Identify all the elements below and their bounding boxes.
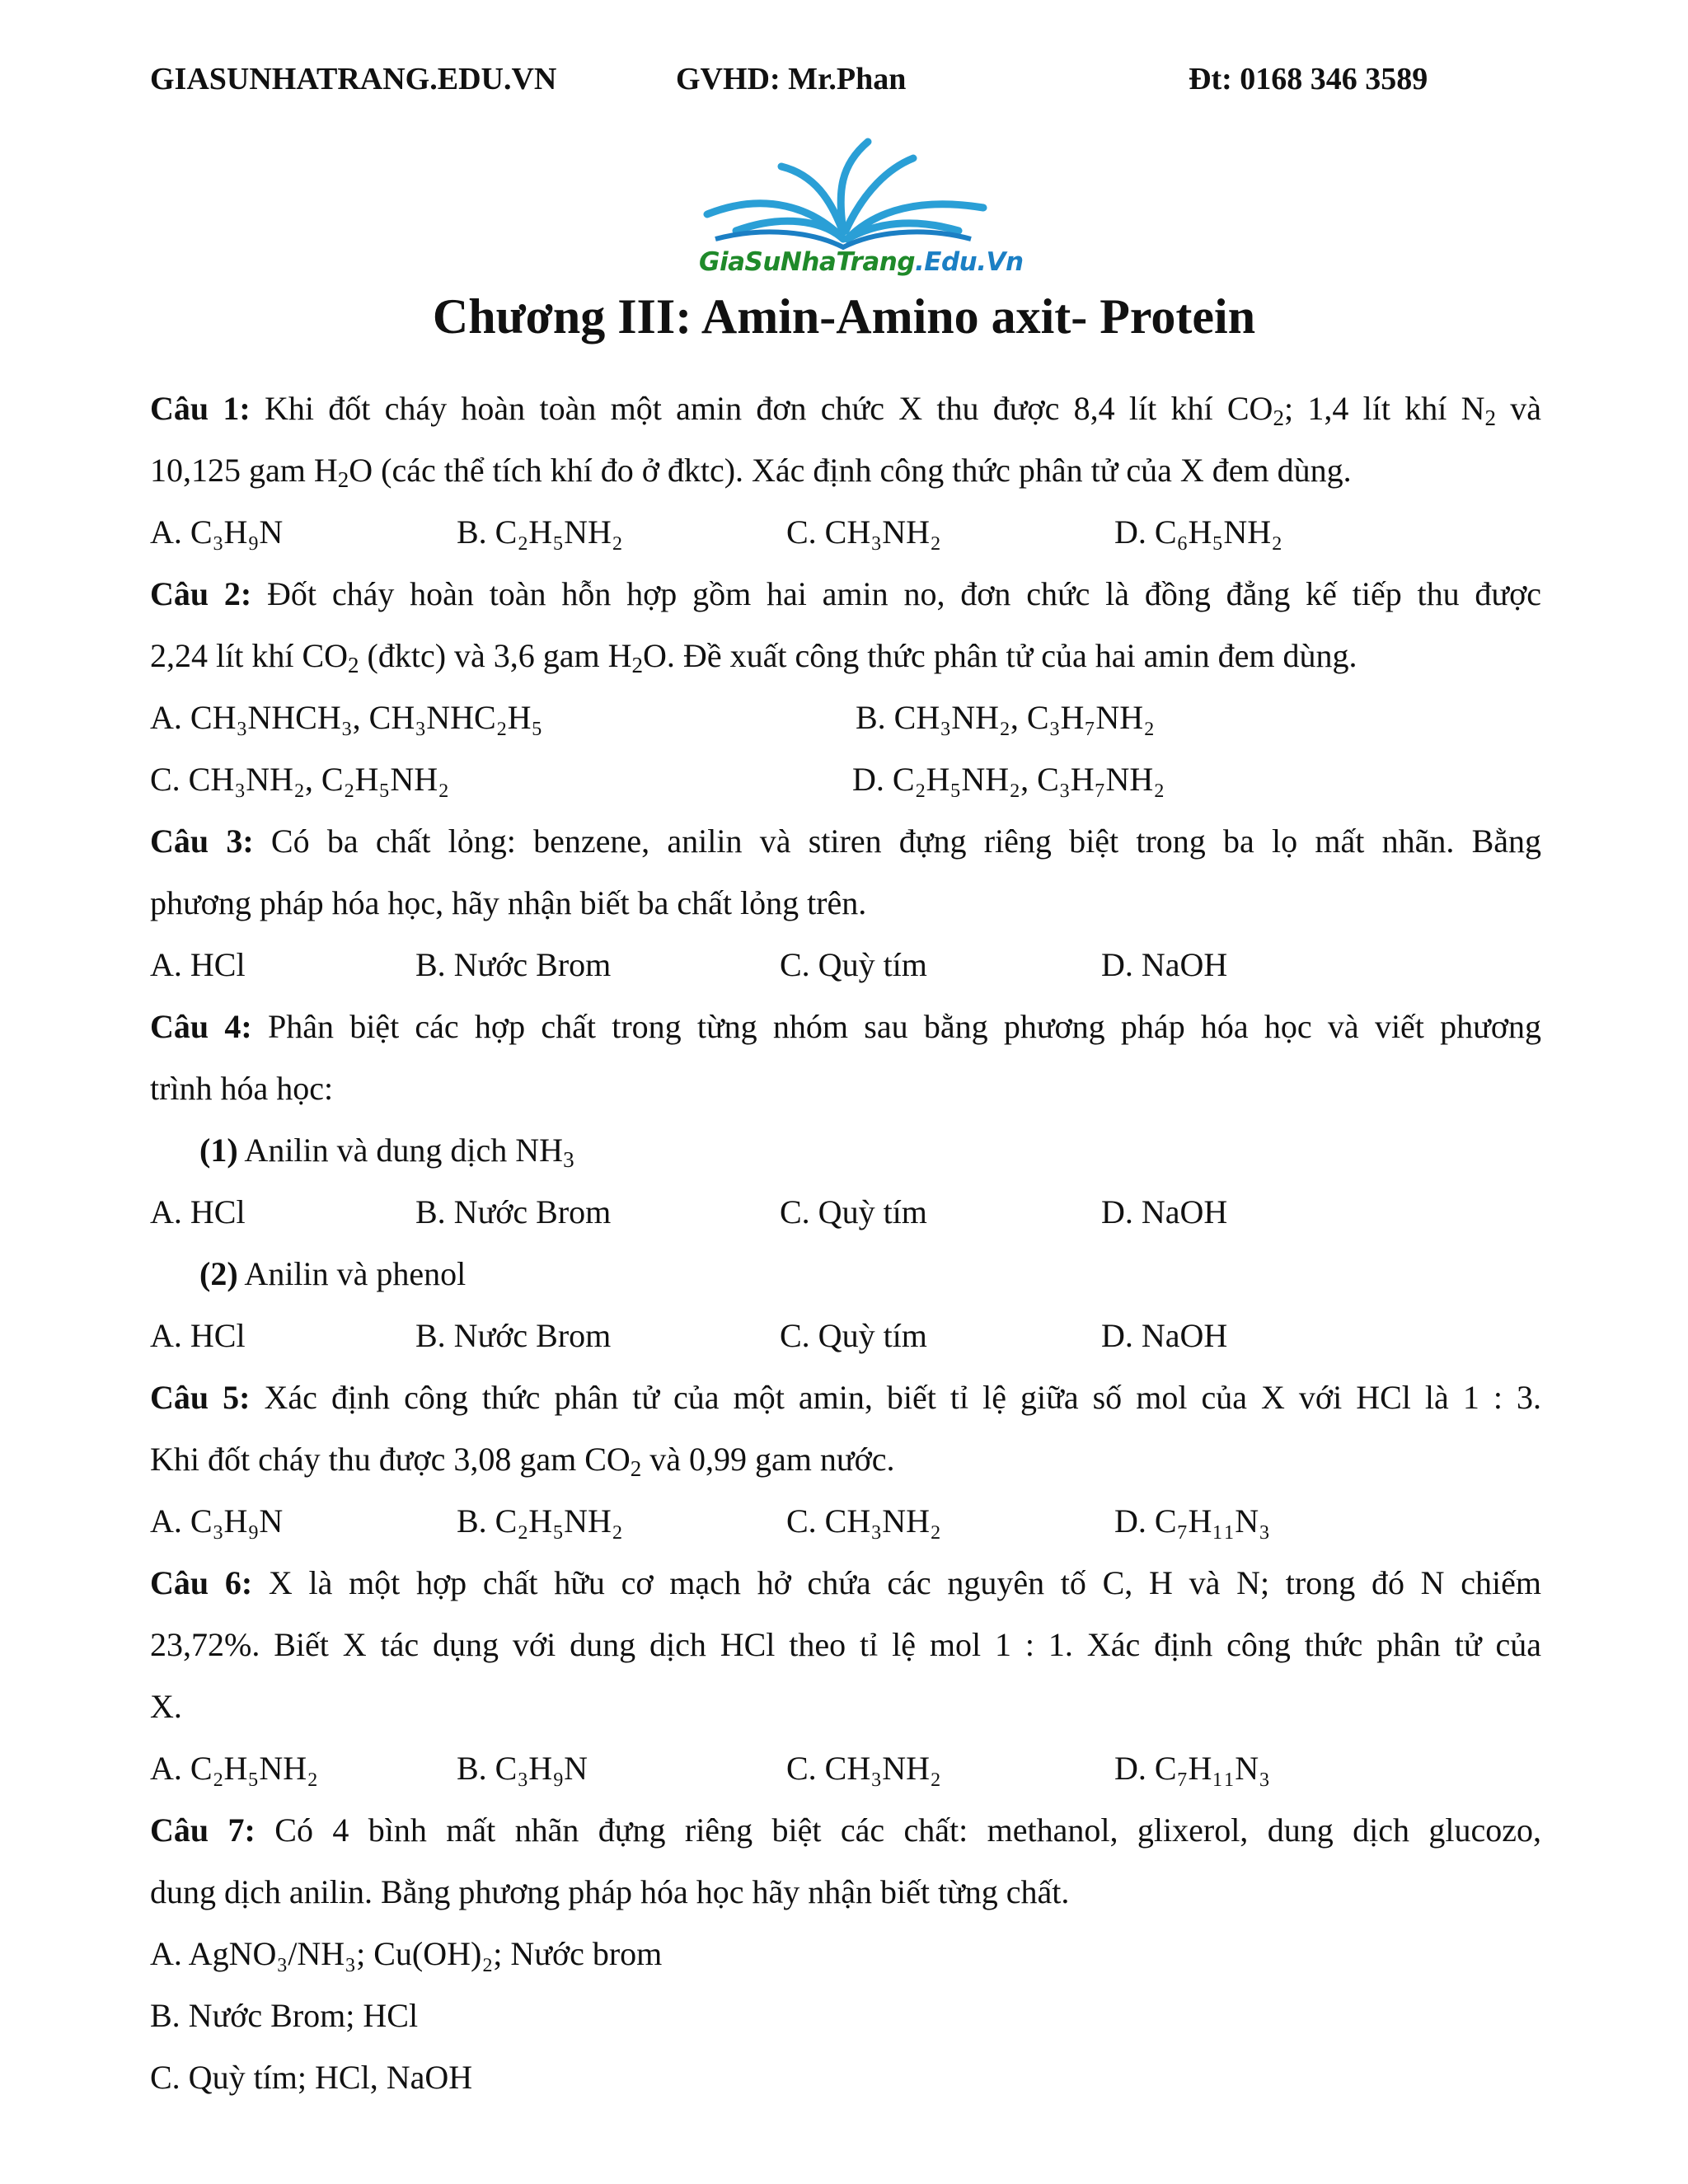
option-a: A. HCl: [150, 1193, 246, 1230]
logo-text: GiaSuNhaTrang.Edu.Vn: [699, 247, 1024, 277]
question-4: Câu 4: Phân biệt các hợp chất trong từng nhóm sau bằng phương pháp hóa học và viết phương trình hóa học: (1) Anilin và dung dịch $NH_3$ A. HCl B. Nước Brom C. Quỳ tím D. NaOH (2) Anilin và phenol A. HCl B. Nước Brom C. Quỳ tím D. NaOH: [150, 996, 1541, 1366]
option-c: C. Quỳ tím; HCl, NaOH: [150, 2059, 473, 2096]
option-a: A. HCl: [150, 946, 246, 983]
option-a: A. AgNO₃/NH₃; Cu(OH)₂; Nước brom: [150, 1935, 663, 1972]
logo: [699, 134, 1024, 288]
options-row: [150, 748, 1541, 810]
option-b: B. Nước Brom; HCl: [150, 1997, 419, 2034]
option-b: B. C₂H₅NH₂: [457, 1502, 623, 1540]
option-d: D. NaOH: [1101, 946, 1228, 983]
option-a: A. C₂H₅NH₂: [150, 1750, 319, 1787]
option-c: C. CH₃NH₂: [786, 513, 941, 551]
option-b: B. C₃H₉N: [457, 1750, 588, 1787]
options-row: [150, 501, 1541, 563]
option-a: A. C₃H₉N: [150, 1502, 284, 1540]
question-3: Câu 3: Có ba chất lỏng: benzene, anilin và stiren đựng riêng biệt trong ba lọ mất nhãn. Bằng phương pháp hóa học, hãy nhận biết ba chất lỏng trên. A. HCl B. Nước Brom C. Quỳ tím D. NaOH: [150, 810, 1541, 996]
option-c: C. CH₃NH₂, C₂H₅NH₂: [150, 761, 450, 798]
sub-part-2: (2) Anilin và phenol: [199, 1255, 467, 1292]
options-row: [150, 1181, 1541, 1243]
option-b: B. Nước Brom: [415, 1317, 612, 1354]
question-7: Câu 7: Có 4 bình mất nhãn đựng riêng biệt các chất: methanol, glixerol, dung dịch glucozo, dung dịch anilin. Bằng phương pháp hóa học hãy nhận biết từng chất. A. AgNO₃/NH₃; Cu(OH)₂; Nước brom B. Nước Brom; HCl C. Quỳ tím; HCl, NaOH: [150, 1799, 1541, 2108]
option-d: D. NaOH: [1101, 1317, 1228, 1354]
option-b: B. Nước Brom: [415, 1193, 612, 1230]
options-row: [150, 1490, 1541, 1552]
option-a: A. CH₃NHCH₃, CH₃NHC₂H₅: [150, 699, 543, 736]
option-c: C. CH₃NH₂: [786, 1502, 941, 1540]
question-6: Câu 6: X là một hợp chất hữu cơ mạch hở chứa các nguyên tố C, H và N; trong đó N chiếm 23,72%. Biết X tác dụng với dung dịch HCl theo tỉ lệ mol 1 : 1. Xác định công thức phân tử của X. A. C₂H₅NH₂ B. C₃H₉N C. CH₃NH₂ D. C₇H₁₁N₃: [150, 1552, 1541, 1799]
option-c: C. CH₃NH₂: [786, 1750, 941, 1787]
option-d: D. C₇H₁₁N₃: [1114, 1750, 1271, 1787]
options-row: [150, 934, 1541, 996]
option-b: B. CH₃NH₂, C₃H₇NH₂: [856, 699, 1156, 736]
question-list: [150, 377, 1541, 2108]
option-d: D. C₇H₁₁N₃: [1114, 1502, 1271, 1540]
option-b: B. C₂H₅NH₂: [457, 513, 623, 551]
option-c: C. Quỳ tím: [780, 946, 927, 983]
options-row: [150, 1737, 1541, 1799]
question-5: Câu 5: Xác định công thức phân tử của một amin, biết tỉ lệ giữa số mol của X với HCl là 1 : 3. Khi đốt cháy thu được 3,08 gam $CO_2$ và 0,99 gam nước. A. C₃H₉N B. C₂H₅NH₂ C. CH₃NH₂ D. C₇H₁₁N₃: [150, 1366, 1541, 1552]
header-teacher: GVHD: Mr.Phan: [676, 62, 907, 96]
option-a: A. C₃H₉N: [150, 513, 284, 551]
header-phone: Đt: 0168 346 3589: [1189, 62, 1428, 96]
page-title: Chương III: Amin-Amino axit- Protein: [432, 289, 1256, 344]
option-b: B. Nước Brom: [415, 946, 612, 983]
options-row: [150, 687, 1541, 748]
page-header: [0, 61, 1688, 110]
option-a: A. HCl: [150, 1317, 246, 1354]
open-book-logo-icon: [699, 134, 987, 257]
question-2: Câu 2: Đốt cháy hoàn toàn hỗn hợp gồm hai amin no, đơn chức là đồng đẳng kế tiếp thu được 2,24 lít khí $CO_2$ (đktc) và 3,6 gam $H_2O$. Đề xuất công thức phân tử của hai amin đem dùng. A. CH₃NHCH₃, CH₃NHC₂H₅ B. CH₃NH₂, C₃H₇NH₂ C. CH₃NH₂, C₂H₅NH₂ D. C₂H₅NH₂, C₃H₇NH₂: [150, 563, 1541, 810]
options-row: [150, 1305, 1541, 1366]
sub-part-1: (1) Anilin và dung dịch $NH_3$: [199, 1132, 574, 1172]
header-site: GIASUNHATRANG.EDU.VN: [150, 62, 557, 96]
option-c: C. Quỳ tím: [780, 1193, 927, 1230]
option-d: D. NaOH: [1101, 1193, 1228, 1230]
option-d: D. C₂H₅NH₂, C₃H₇NH₂: [852, 761, 1165, 798]
option-c: C. Quỳ tím: [780, 1317, 927, 1354]
option-d: D. C₆H₅NH₂: [1114, 513, 1283, 551]
question-1: Câu 1: Khi đốt cháy hoàn toàn một amin đơn chức X thu được 8,4 lít khí $CO_2$; 1,4 lít khí $N_2$ và 10,125 gam $H_2O$ (các thể tích khí đo ở đktc). Xác định công thức phân tử của X đem dùng. A. C₃H₉N B. C₂H₅NH₂ C. CH₃NH₂ D. C₆H₅NH₂: [150, 377, 1541, 563]
